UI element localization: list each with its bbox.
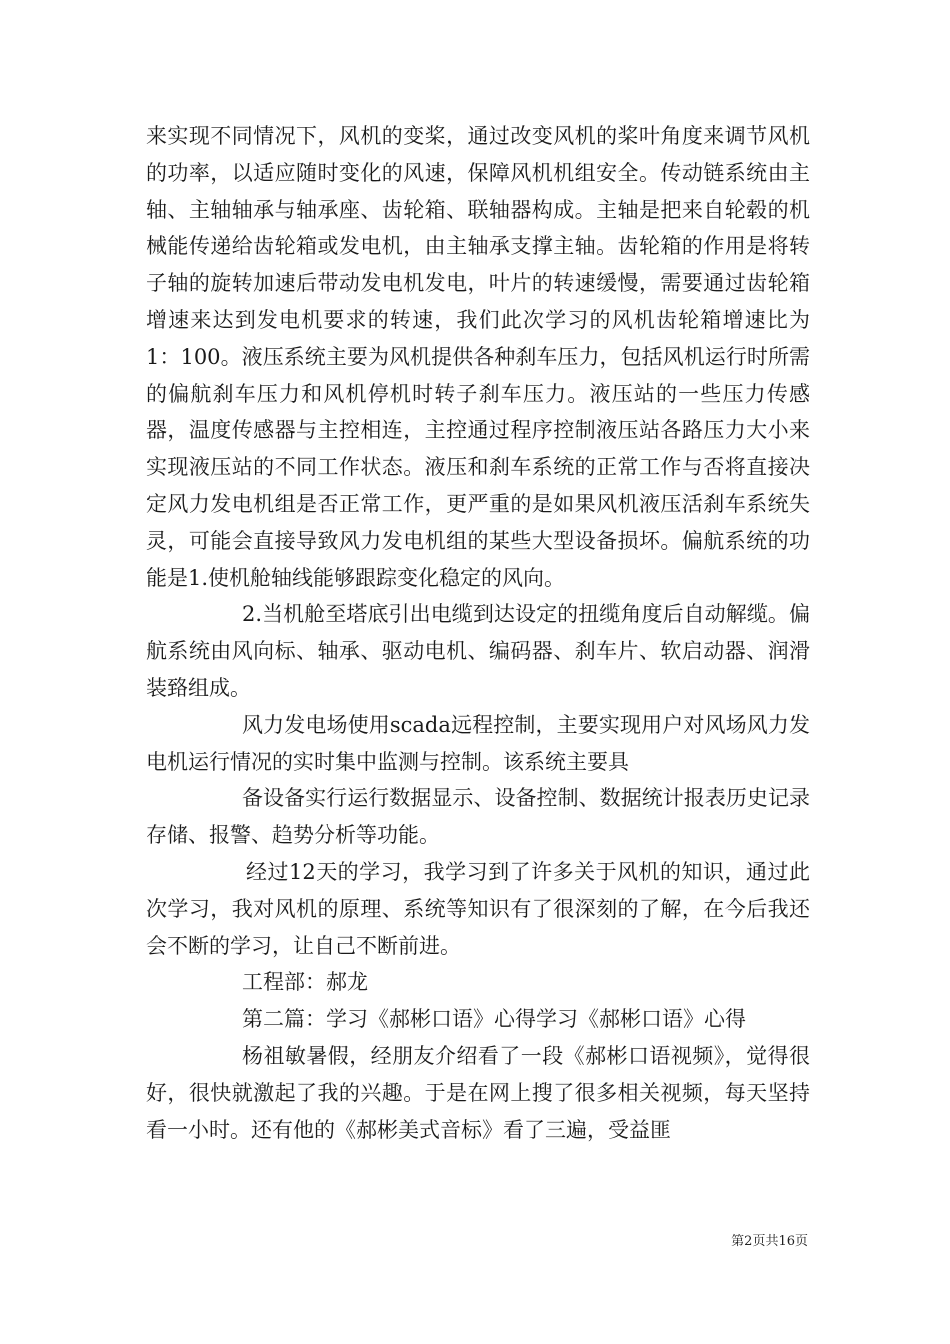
paragraph-yaw-cable-untwist: 2.当机舱至塔底引出电缆到达设定的扭缆角度后自动解缆。偏航系统由风向标、轴承、驱动电机、编码器、刹车片、软启动器、润滑装臵组成。 <box>146 602 810 700</box>
section-heading-second-article: 第二篇：学习《郝彬口语》心得学习《郝彬口语》心得 <box>242 1007 746 1032</box>
paragraph-learning-summary: 经过12天的学习，我学习到了许多关于风机的知识，通过此次学习，我对风机的原理、系统等知识有了很深刻的了解，在今后我还会不断的学习，让自己不断前进。 <box>146 859 810 958</box>
document-body <box>146 118 810 1148</box>
paragraph-second-article-intro: 杨祖敏暑假，经朋友介绍看了一段《郝彬口语视频》，觉得很好，很快就激起了我的兴趣。于是在网上搜了很多相关视频，每天坚持看一小时。还有他的《郝彬美式音标》看了三遍，受益匪 <box>146 1043 810 1142</box>
page-footer <box>0 1230 950 1249</box>
paragraph-scada-functions: 备设备实行运行数据显示、设备控制、数据统计报表历史记录存储、报警、趋势分析等功能。 <box>146 786 810 848</box>
paragraph-turbine-systems: 来实现不同情况下，风机的变桨，通过改变风机的桨叶角度来调节风机的功率，以适应随时变化的风速，保障风机机组安全。传动链系统由主轴、主轴轴承与轴承座、齿轮箱、联轴器构成。主轴是把来自轮毂的机械能传递给齿轮箱或发电机，由主轴承支撑主轴。齿轮箱的作用是将转子轴的旋转加速后带动发电机发电，叶片的转速缓慢，需要通过齿轮箱增速来达到发电机要求的转速，我们此次学习的风机齿轮箱增速比为1：100。液压系统主要为风机提供各种刹车压力，包括风机运行时所需的偏航刹车压力和风机停机时转子刹车压力。液压站的一些压力传感器，温度传感器与主控相连，主控通过程序控制液压站各路压力大小来实现液压站的不同工作状态。液压和刹车系统的正常工作与否将直接决定风力发电机组是否正常工作，更严重的是如果风机液压活刹车系统失灵，可能会直接导致风力发电机组的某些大型设备损坏。偏航系统的功能是1.使机舱轴线能够跟踪变化稳定的风向。 <box>146 124 810 590</box>
author-signature: 工程部：郝龙 <box>242 970 368 995</box>
page-number: 第2页共16页 <box>731 1234 808 1249</box>
paragraph-scada-intro: 风力发电场使用scada远程控制，主要实现用户对风场风力发电机运行情况的实时集中监测与控制。该系统主要具 <box>146 712 810 774</box>
